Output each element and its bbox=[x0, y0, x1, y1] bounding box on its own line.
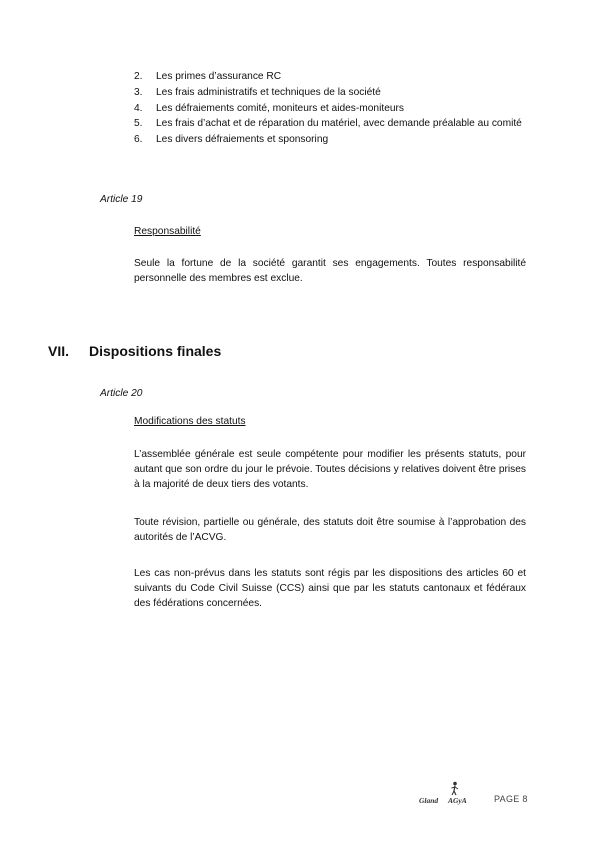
article-20-paragraph-2: Toute révision, partielle ou générale, des statuts doit être soumise à l’approbation des autorités de l’ACVG. bbox=[134, 517, 526, 543]
list-item-number: 3. bbox=[134, 86, 143, 98]
article-19-label: Article 19 bbox=[100, 194, 143, 205]
article-20-paragraph-1: L’assemblée générale est seule compétente pour modifier les présents statuts, pour autant que son ordre du jour le prévoie. Toutes décisions y relatives doivent être prises à la majorité de deux tiers des votants. bbox=[134, 449, 526, 490]
list-item-number: 6. bbox=[134, 134, 143, 146]
logo-text-agya: AGyA bbox=[448, 796, 467, 805]
list-item bbox=[134, 86, 526, 101]
section-numeral: VII. bbox=[48, 343, 70, 359]
list-item bbox=[134, 102, 526, 117]
list-item bbox=[134, 117, 526, 132]
list-item bbox=[134, 133, 526, 148]
page-number: PAGE 8 bbox=[494, 794, 528, 804]
article-20-label: Article 20 bbox=[100, 388, 143, 399]
list-item-text: Les frais d’achat et de réparation du matériel, avec demande préalable au comité bbox=[156, 118, 522, 130]
list-item-number: 2. bbox=[134, 71, 143, 82]
list-item-text: Les divers défraiements et sponsoring bbox=[156, 134, 329, 146]
article-19-heading: Responsabilité bbox=[134, 226, 201, 237]
list-item-text: Les défraiements comité, moniteurs et aides-moniteurs bbox=[156, 102, 405, 114]
article-20-heading: Modifications des statuts bbox=[134, 416, 246, 427]
article-20-paragraph-3: Les cas non-prévus dans les statuts sont régis par les dispositions des articles 60 et suivants du Code Civil Suisse (CCS) ainsi que par les statuts cantonaux et fédéraux des fédérations concernées. bbox=[134, 568, 526, 609]
gland-agya-logo bbox=[418, 780, 478, 808]
section-heading bbox=[48, 342, 221, 360]
list-item bbox=[134, 70, 526, 85]
list-item-number: 5. bbox=[134, 118, 143, 130]
article-19-paragraph: Seule la fortune de la société garantit ses engagements. Toutes responsabilité personnelle des membres est exclue. bbox=[134, 258, 526, 284]
section-title: Dispositions finales bbox=[89, 343, 222, 359]
list-item-text: Les primes d’assurance RC bbox=[156, 71, 282, 82]
list-item-number: 4. bbox=[134, 102, 143, 114]
logo-text-gland: Gland bbox=[419, 796, 439, 805]
expense-list bbox=[134, 70, 526, 149]
list-item-text: Les frais administratifs et techniques de la société bbox=[156, 86, 381, 98]
